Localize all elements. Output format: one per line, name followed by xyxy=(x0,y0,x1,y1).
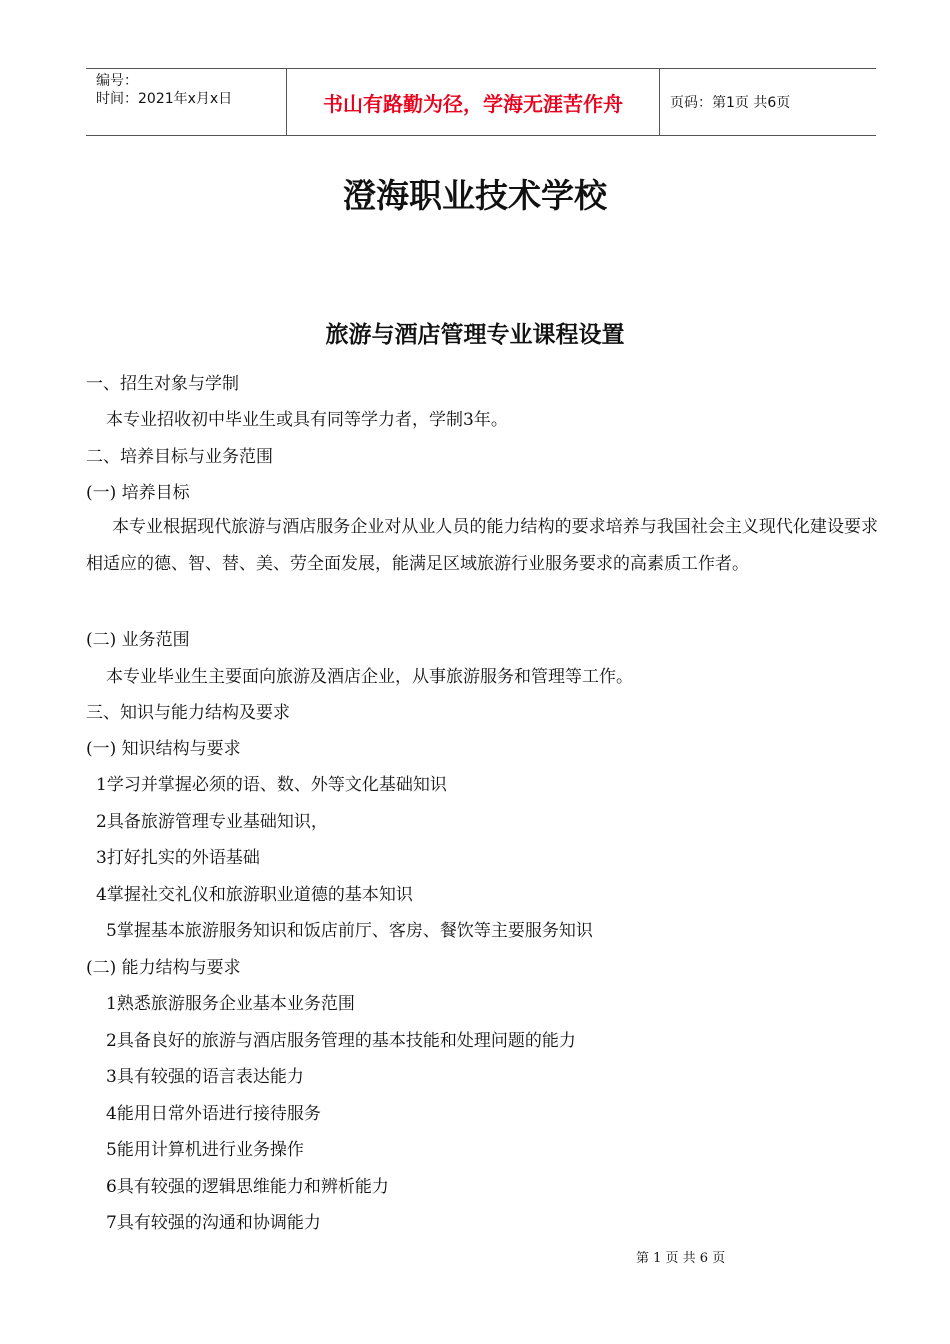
ability-item: 6具有较强的逻辑思维能力和辨析能力 xyxy=(106,1177,389,1197)
section-2-sub1-paragraph: 本专业根据现代旅游与酒店服务企业对从业人员的能力结构的要求培养与我国社会主义现代化建设要求相适应的德、智、替、美、劳全面发展，能满足区域旅游行业服务要求的高素质工作者。 xyxy=(86,517,878,574)
document-title: 旅游与酒店管理专业课程设置 xyxy=(325,322,625,348)
knowledge-item: 5掌握基本旅游服务知识和饭店前厅、客房、餐饮等主要服务知识 xyxy=(106,921,593,941)
section-1-heading: 一、招生对象与学制 xyxy=(86,374,239,394)
section-2-sub2-text: 本专业毕业生主要面向旅游及酒店企业，从事旅游服务和管理等工作。 xyxy=(106,667,633,687)
ability-item: 4能用日常外语进行接待服务 xyxy=(106,1104,321,1124)
page-footer: 第 1 页 共 6 页 xyxy=(636,1251,726,1266)
section-3-sub1-heading: (一) 知识结构与要求 xyxy=(86,739,241,759)
section-3-heading: 三、知识与能力结构及要求 xyxy=(86,703,290,723)
section-3-sub2-heading: (二) 能力结构与要求 xyxy=(86,958,241,978)
ability-item: 1熟悉旅游服务企业基本业务范围 xyxy=(106,994,355,1014)
document-header xyxy=(86,68,876,136)
knowledge-item: 2具备旅游管理专业基础知识， xyxy=(96,812,328,832)
header-meta xyxy=(86,69,287,135)
code-label: 编号： xyxy=(96,73,138,89)
knowledge-item: 4掌握社交礼仪和旅游职业道德的基本知识 xyxy=(96,885,413,905)
knowledge-item: 3打好扎实的外语基础 xyxy=(96,848,260,868)
section-2-heading: 二、培养目标与业务范围 xyxy=(86,447,273,467)
header-page-label: 页码：第1页 共6页 xyxy=(670,95,791,111)
section-2-sub2-heading: (二) 业务范围 xyxy=(86,630,190,650)
knowledge-item: 1学习并掌握必须的语、数、外等文化基础知识 xyxy=(96,775,447,795)
ability-item: 2具备良好的旅游与酒店服务管理的基本技能和处理问题的能力 xyxy=(106,1031,576,1051)
section-2-sub1-heading: (一) 培养目标 xyxy=(86,483,190,503)
school-name: 澄海职业技术学校 xyxy=(343,176,607,215)
section-1-text: 本专业招收初中毕业生或具有同等学力者，学制3年。 xyxy=(106,410,508,430)
header-motto: 书山有路勤为径，学海无涯苦作舟 xyxy=(287,69,660,135)
ability-item: 7具有较强的沟通和协调能力 xyxy=(106,1213,321,1233)
ability-item: 3具有较强的语言表达能力 xyxy=(106,1067,304,1087)
time-label: 时间：2021年x月x日 xyxy=(96,91,233,107)
ability-item: 5能用计算机进行业务操作 xyxy=(106,1140,304,1160)
